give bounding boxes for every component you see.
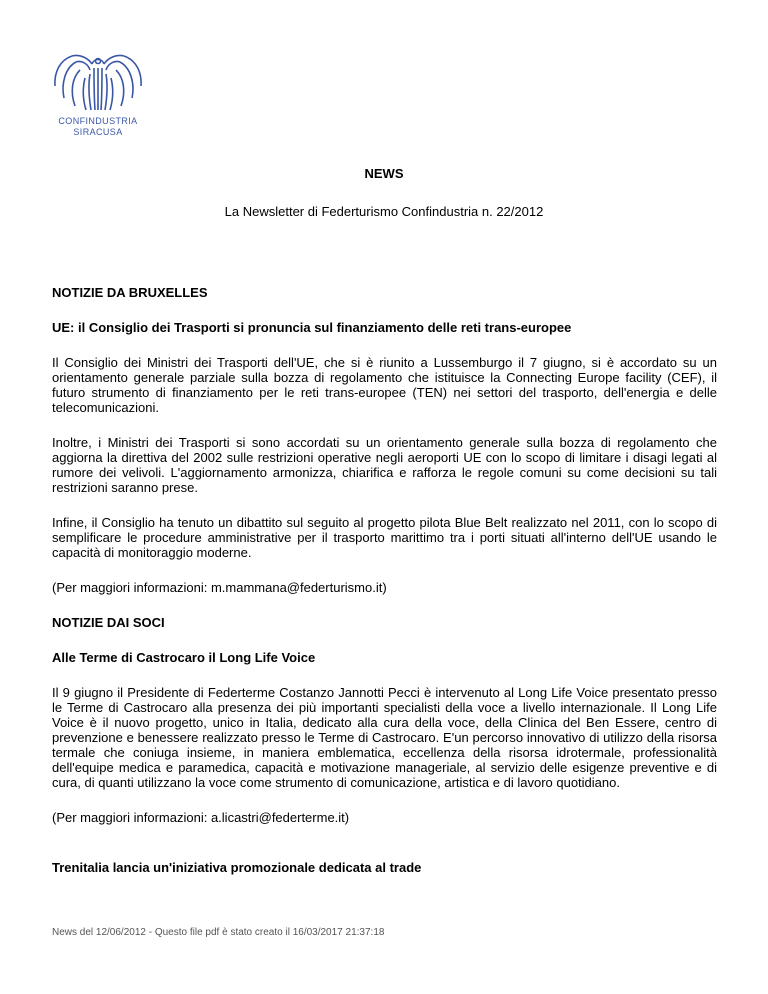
section-heading-soci: NOTIZIE DAI SOCI	[52, 615, 165, 630]
newsletter-body	[52, 285, 717, 875]
page-title: NEWS	[364, 166, 404, 181]
article-paragraph: Il Consiglio dei Ministri dei Trasporti dell'UE, che si è riunito a Lussemburgo il 7 giugno, si è accordato su un orientamento generale parziale sulla bozza di regolamento che istituisce la Connecting Europe facility (CEF), il futuro strumento di finanziamento per le reti trans-europee (TEN) nei settori del trasporto, dell'energia e delle telecomunicazioni.	[52, 355, 717, 415]
page-footer: News del 12/06/2012 - Questo file pdf è stato creato il 16/03/2017 21:37:18	[52, 927, 385, 938]
logo-text-confindustria: CONFINDUSTRIA	[58, 116, 138, 126]
logo-text-siracusa: SIRACUSA	[73, 127, 123, 137]
newsletter-subtitle: La Newsletter di Federturismo Confindustria n. 22/2012	[224, 204, 544, 219]
article-paragraph: Il 9 giugno il Presidente di Federterme Costanzo Jannotti Pecci è intervenuto al Long Life Voice presentato presso le Terme di Castrocaro alla presenza dei più importanti specialisti della voce a livello internazionale. Il Long Life Voice è il nuovo progetto, unico in Italia, dedicato alla cura della voce, della Clinica del Ben Essere, centro di prevenzione e benessere realizzato presso le Terme di Castrocaro. E'un percorso innovativo di utilizzo della risorsa termale che coniuga insieme, in maniera emblematica, eccellenza della risorsa idrotermale, professionalità dell'equipe medica e paramedica, capacità e motivazione manageriale, al servizio delle esigenze preventive e di cura, di quanti utilizzano la voce come strumento di comunicazione, artistica e di lavoro quotidiano.	[52, 685, 717, 790]
article-paragraph: Inoltre, i Ministri dei Trasporti si sono accordati su un orientamento generale sulla bozza di regolamento che aggiorna la direttiva del 2002 sulle restrizioni operative negli aeroporti UE con lo scopo di limitare i disagi legati al rumore dei velivoli. L'aggiornamento armonizza, chiarifica e rafforza le regole comuni su come decisioni su tali restrizioni saranno prese.	[52, 435, 717, 495]
article-title-trenitalia: Trenitalia lancia un'iniziativa promozionale dedicata al trade	[52, 860, 422, 875]
confindustria-logo	[50, 50, 146, 140]
section-heading-bruxelles: NOTIZIE DA BRUXELLES	[52, 285, 208, 300]
eagle-emblem-icon	[50, 50, 146, 114]
article-title-castrocaro: Alle Terme di Castrocaro il Long Life Voice	[52, 650, 316, 665]
article-title-trasporti: UE: il Consiglio dei Trasporti si pronuncia sul finanziamento delle reti trans-europee	[52, 320, 572, 335]
article-paragraph: Infine, il Consiglio ha tenuto un dibattito sul seguito al progetto pilota Blue Belt realizzato nel 2011, con lo scopo di semplificare le procedure amministrative per il trasporto marittimo tra i porti situati all'interno dell'UE usando le capacità di monitoraggio moderne.	[52, 515, 717, 560]
contact-info: (Per maggiori informazioni: a.licastri@federterme.it)	[52, 810, 350, 825]
contact-info: (Per maggiori informazioni: m.mammana@federturismo.it)	[52, 580, 387, 595]
